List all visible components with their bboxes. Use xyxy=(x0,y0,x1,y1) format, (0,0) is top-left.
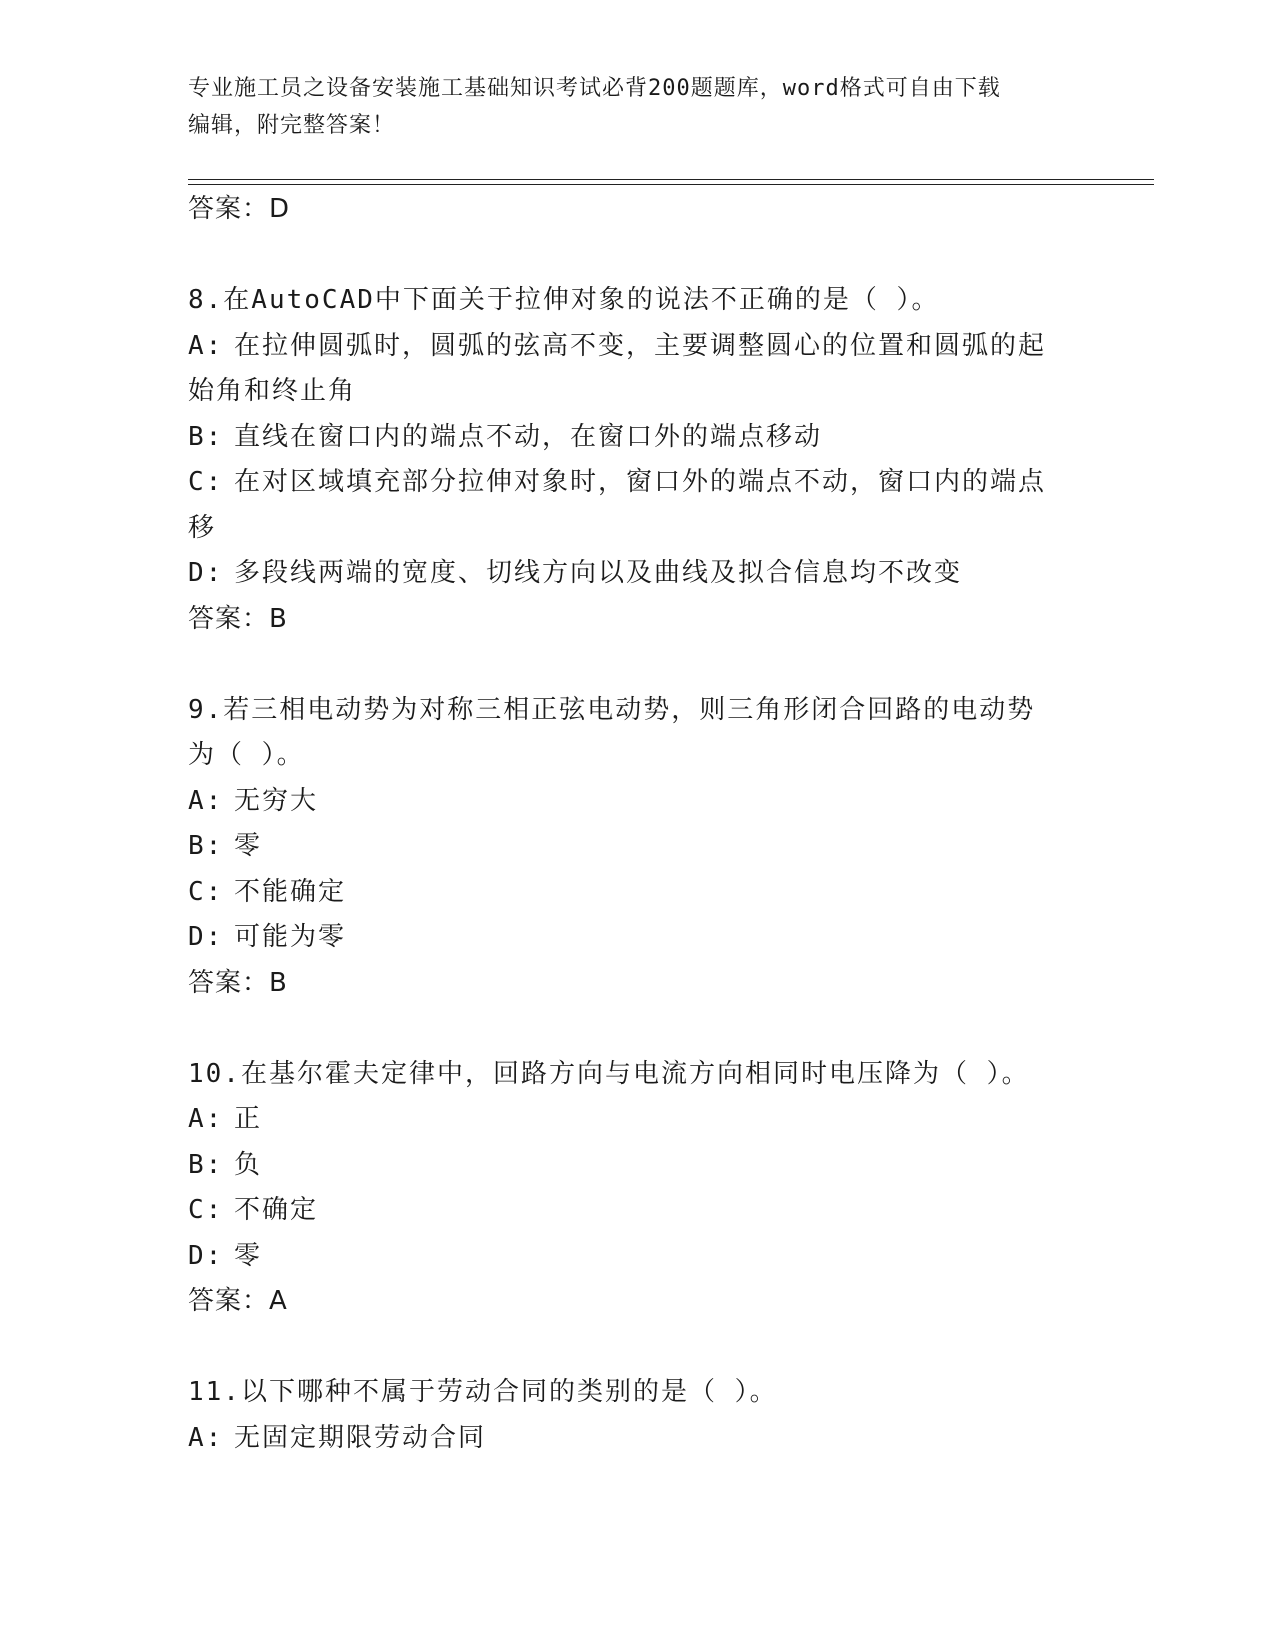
answer-line: 答案：B xyxy=(188,603,288,634)
option-line xyxy=(188,1234,1088,1280)
question-block xyxy=(188,688,1088,1006)
question-gap xyxy=(188,232,1088,278)
option-text: 始角和终止角 xyxy=(188,376,357,406)
option-line xyxy=(188,460,1088,506)
header-rule-top xyxy=(188,179,1154,180)
question-stem: 10.在基尔霍夫定律中，回路方向与电流方向相同时电压降为（ ）。 xyxy=(188,1058,1030,1089)
option-text: 可能为零 xyxy=(234,922,347,952)
option-text: 不能确定 xyxy=(234,876,347,907)
header-line-2: 编辑，附完整答案！ xyxy=(188,113,396,138)
option-key: D: xyxy=(188,922,224,952)
option-line xyxy=(188,1188,1088,1234)
option-line xyxy=(188,824,1088,870)
option-line xyxy=(188,915,1088,961)
option-text: 移 xyxy=(188,512,217,543)
question-stem: 为（ ）。 xyxy=(188,740,305,770)
option-key: A: xyxy=(188,1422,224,1453)
option-key: B: xyxy=(188,1149,224,1180)
option-text: 正 xyxy=(234,1104,263,1134)
option-line xyxy=(188,1416,1088,1462)
answer-line: 答案：B xyxy=(188,967,288,998)
option-text: 在拉伸圆弧时，圆弧的弦高不变，主要调整圆心的位置和圆弧的起 xyxy=(234,330,1047,361)
option-line xyxy=(188,415,1088,461)
option-key: B: xyxy=(188,831,224,861)
option-key: D: xyxy=(188,558,224,588)
option-line xyxy=(188,1097,1088,1143)
answer-line: 答案：D xyxy=(188,194,291,224)
option-text: 无固定期限劳动合同 xyxy=(234,1422,487,1453)
question-gap xyxy=(188,1006,1088,1052)
question-gap xyxy=(188,642,1088,688)
answer-line: 答案：A xyxy=(188,1286,288,1316)
option-line xyxy=(188,506,1088,552)
option-text: 无穷大 xyxy=(234,785,319,816)
question-block xyxy=(188,278,1088,642)
header-rule-bottom xyxy=(188,184,1154,185)
option-key: B: xyxy=(188,421,224,452)
option-text: 零 xyxy=(234,831,263,861)
option-line xyxy=(188,369,1088,415)
option-key: A: xyxy=(188,1104,224,1134)
option-key: A: xyxy=(188,330,224,361)
option-line xyxy=(188,551,1088,597)
question-gap xyxy=(188,1324,1088,1370)
option-text: 多段线两端的宽度、切线方向以及曲线及拟合信息均不改变 xyxy=(234,558,963,588)
option-key: C: xyxy=(188,467,224,497)
option-text: 负 xyxy=(234,1149,263,1180)
option-line xyxy=(188,870,1088,916)
option-text: 在对区域填充部分拉伸对象时，窗口外的端点不动，窗口内的端点 xyxy=(234,467,1047,497)
question-block xyxy=(188,1052,1088,1325)
option-text: 零 xyxy=(234,1240,263,1271)
question-list xyxy=(188,187,1088,1461)
option-line xyxy=(188,1143,1088,1189)
option-key: A: xyxy=(188,785,224,816)
question-stem: 9.若三相电动势为对称三相正弦电动势，则三角形闭合回路的电动势 xyxy=(188,694,1036,725)
header-line-1: 专业施工员之设备安装施工基础知识考试必背200题题库，word格式可自由下载 xyxy=(188,76,1001,101)
option-text: 直线在窗口内的端点不动，在窗口外的端点移动 xyxy=(234,421,823,452)
question-block xyxy=(188,1370,1088,1461)
document-header xyxy=(188,70,1078,144)
option-line xyxy=(188,324,1088,370)
question-stem: 11.以下哪种不属于劳动合同的类别的是（ ）。 xyxy=(188,1377,778,1407)
option-line xyxy=(188,779,1088,825)
option-key: D: xyxy=(188,1240,224,1271)
option-key: C: xyxy=(188,876,224,907)
option-key: C: xyxy=(188,1195,224,1225)
question-stem: 8.在AutoCAD中下面关于拉伸对象的说法不正确的是（ ）。 xyxy=(188,285,940,315)
option-text: 不确定 xyxy=(234,1195,319,1225)
